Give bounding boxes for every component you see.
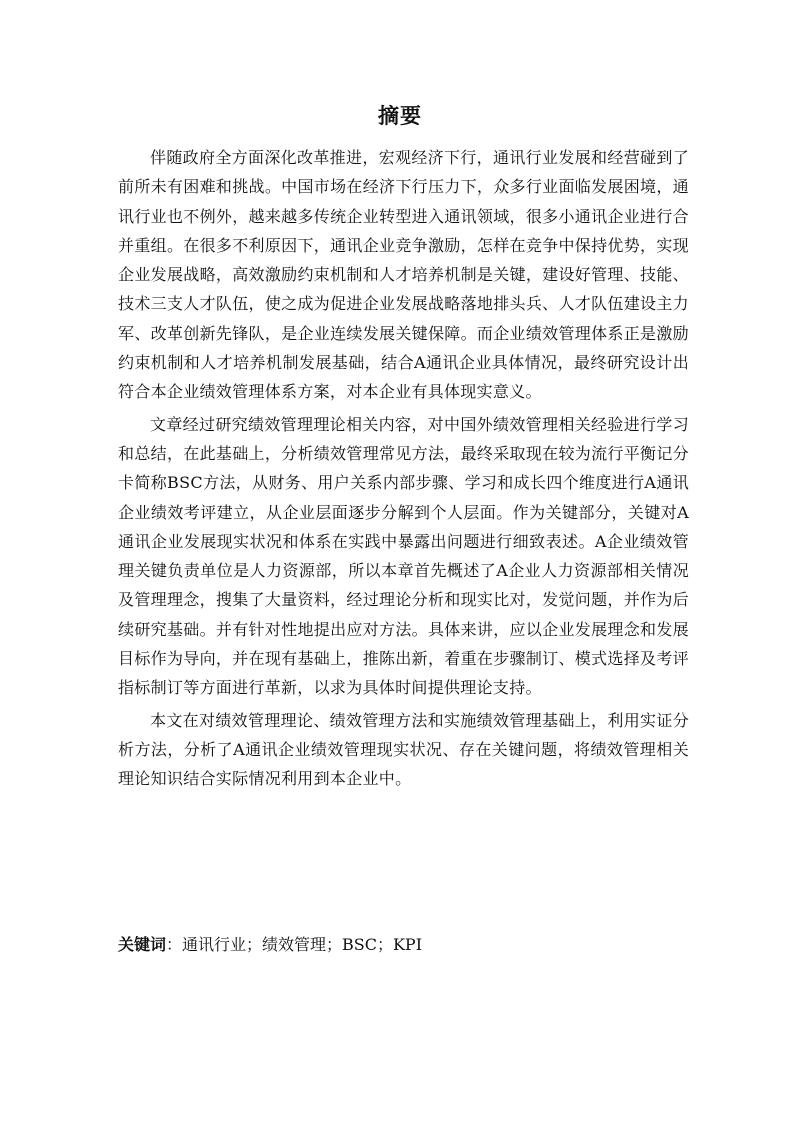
- keywords-line: [118, 931, 422, 959]
- abstract-paragraph-1: 伴随政府全方面深化改革推进，宏观经济下行，通讯行业发展和经营碰到了前所未有困难和挑战。中国市场在经济下行压力下，众多行业面临发展困境，通讯行业也不例外，越来越多传统企业转型进入通讯领域，很多小通讯企业进行合并重组。在很多不利原因下，通讯企业竞争激励，怎样在竞争中保持优势，实现企业发展战略，高效激励约束机制和人才培养机制是关键，建设好管理、技能、技术三支人才队伍，使之成为促进企业发展战略落地排头兵、人才队伍建设主力军、改革创新先锋队，是企业连续发展关键保障。而企业绩效管理体系正是激励约束机制和人才培养机制发展基础，结合A通讯企业具体情况，最终研究设计出符合本企业绩效管理体系方案，对本企业有具体现实意义。: [118, 148, 689, 402]
- abstract-paragraph-2: 文章经过研究绩效管理理论相关内容，对中国外绩效管理相关经验进行学习和总结，在此基础上，分析绩效管理常见方法，最终采取现在较为流行平衡记分卡简称BSC方法，从财务、用户关系内部步骤、学习和成长四个维度进行A通讯企业绩效考评建立，从企业层面逐步分解到个人层面。作为关键部分，关键对A通讯企业发展现实状况和体系在实践中暴露出问题进行细致表述。A企业绩效管理关键负责单位是人力资源部，所以本章首先概述了A企业人力资源部相关情况及管理理念，搜集了大量资料，经过理论分析和现实比对，发觉问题，并作为后续研究基础。并有针对性地提出应对方法。具体来讲，应以企业发展理念和发展目标作为导向，并在现有基础上，推陈出新，着重在步骤制订、模式选择及考评指标制订等方面进行革新，以求为具体时间提供理论支持。: [118, 414, 689, 698]
- abstract-title: 摘要: [378, 104, 422, 128]
- abstract-paragraph-3: 本文在对绩效管理理论、绩效管理方法和实施绩效管理基础上，利用实证分析方法，分析了A通讯企业绩效管理现实状况、存在关键问题，将绩效管理相关理论知识结合实际情况利用到本企业中。: [118, 710, 689, 789]
- keywords-list: ：通讯行业；绩效管理；BSC；KPI: [166, 935, 423, 954]
- abstract-body: [118, 143, 689, 794]
- keywords-label: 关键词: [118, 935, 167, 954]
